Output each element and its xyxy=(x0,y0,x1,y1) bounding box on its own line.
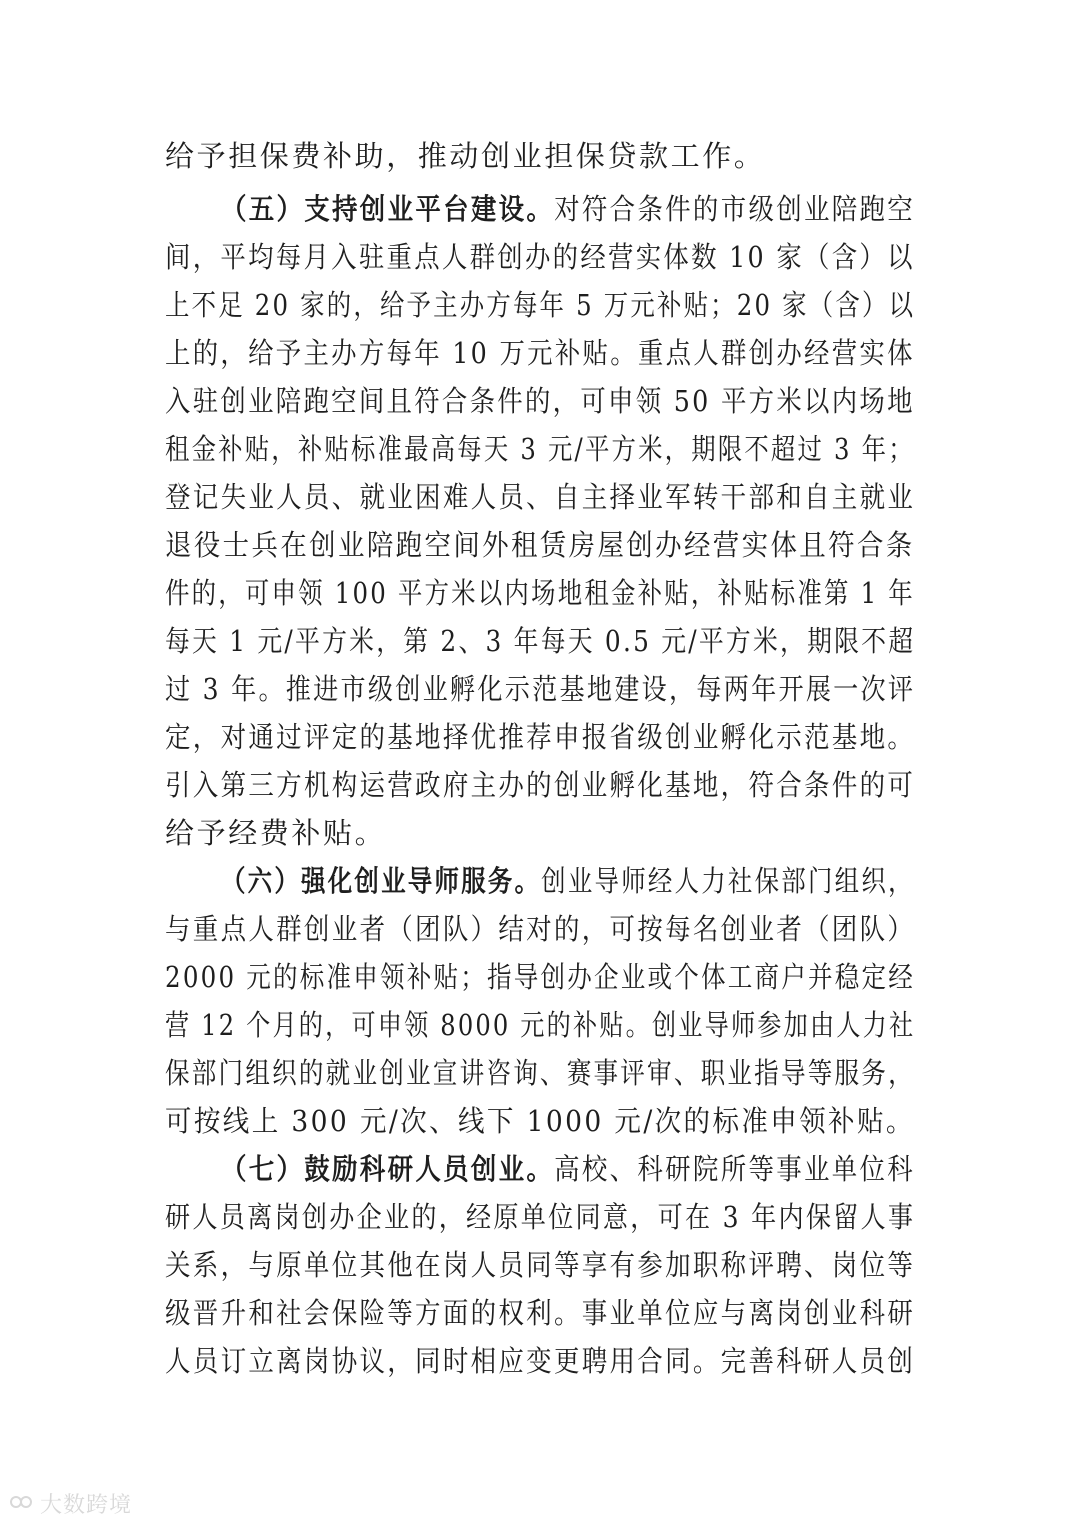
text-line: 关系，与原单位其他在岗人员同等享有参加职称评聘、岗位等 xyxy=(165,1248,916,1282)
text-line: 每天 1 元/平方米，第 2、3 年每天 0.5 元/平方米，期限不超 xyxy=(165,624,916,658)
text-line xyxy=(221,189,915,229)
text-line: 给予经费补贴。 xyxy=(165,816,387,850)
section-heading: （六）强化创业导师服务。 xyxy=(221,864,542,898)
text-line: 上不足 20 家的，给予主办方每年 5 万元补贴；20 家（含）以 xyxy=(165,288,916,322)
text-line: 租金补贴，补贴标准最高每天 3 元/平方米，期限不超过 3 年； xyxy=(165,432,915,466)
text-run: 高校、科研院所等事业单位科 xyxy=(554,1152,916,1186)
text-line: 保部门组织的就业创业宣讲咨询、赛事评审、职业指导等服务， xyxy=(165,1056,915,1090)
section-heading: （七）鼓励科研人员创业。 xyxy=(221,1152,555,1186)
text-line: 给予担保费补助，推动创业担保贷款工作。 xyxy=(165,139,766,173)
weibo-logo-icon xyxy=(10,1494,36,1512)
text-line: 可按线上 300 元/次、线下 1000 元/次的标准申领补贴。 xyxy=(165,1104,915,1138)
text-line: 退役士兵在创业陪跑空间外租赁房屋创办经营实体且符合条 xyxy=(165,528,915,562)
text-line: 登记失业人员、就业困难人员、自主择业军转干部和自主就业 xyxy=(165,480,916,514)
text-line: 营 12 个月的，可申领 8000 元的补贴。创业导师参加由人力社 xyxy=(165,1008,916,1042)
text-line: 间，平均每月入驻重点人群创办的经营实体数 10 家（含）以 xyxy=(165,240,915,274)
text-line: 入驻创业陪跑空间且符合条件的，可申领 50 平方米以内场地 xyxy=(165,384,915,418)
watermark xyxy=(10,1488,132,1518)
text-run: 创业导师经人力社保部门组织， xyxy=(541,864,915,898)
text-line: 级晋升和社会保险等方面的权利。事业单位应与离岗创业科研 xyxy=(165,1296,916,1330)
text-line: 件的，可申领 100 平方米以内场地租金补贴，补贴标准第 1 年 xyxy=(165,576,915,610)
watermark-text: 大数跨境 xyxy=(40,1492,133,1518)
section-heading: （五）支持创业平台建设。 xyxy=(221,192,555,226)
text-line: 定，对通过评定的基地择优推荐申报省级创业孵化示范基地。 xyxy=(165,720,916,754)
text-line: 人员订立离岗协议，同时相应变更聘用合同。完善科研人员创 xyxy=(165,1344,916,1378)
text-line: 过 3 年。推进市级创业孵化示范基地建设，每两年开展一次评 xyxy=(165,672,916,706)
text-line: 与重点人群创业者（团队）结对的，可按每名创业者（团队） xyxy=(165,912,916,946)
text-line xyxy=(221,1149,915,1189)
text-line: 引入第三方机构运营政府主办的创业孵化基地，符合条件的可 xyxy=(165,768,916,802)
text-line xyxy=(221,861,915,901)
text-line: 研人员离岗创办企业的，经原单位同意，可在 3 年内保留人事 xyxy=(165,1200,916,1234)
text-line: 上的，给予主办方每年 10 万元补贴。重点人群创办经营实体 xyxy=(165,336,915,370)
text-run: 对符合条件的市级创业陪跑空 xyxy=(554,192,916,226)
text-line: 2000 元的标准申领补贴；指导创办企业或个体工商户并稳定经 xyxy=(165,960,916,994)
